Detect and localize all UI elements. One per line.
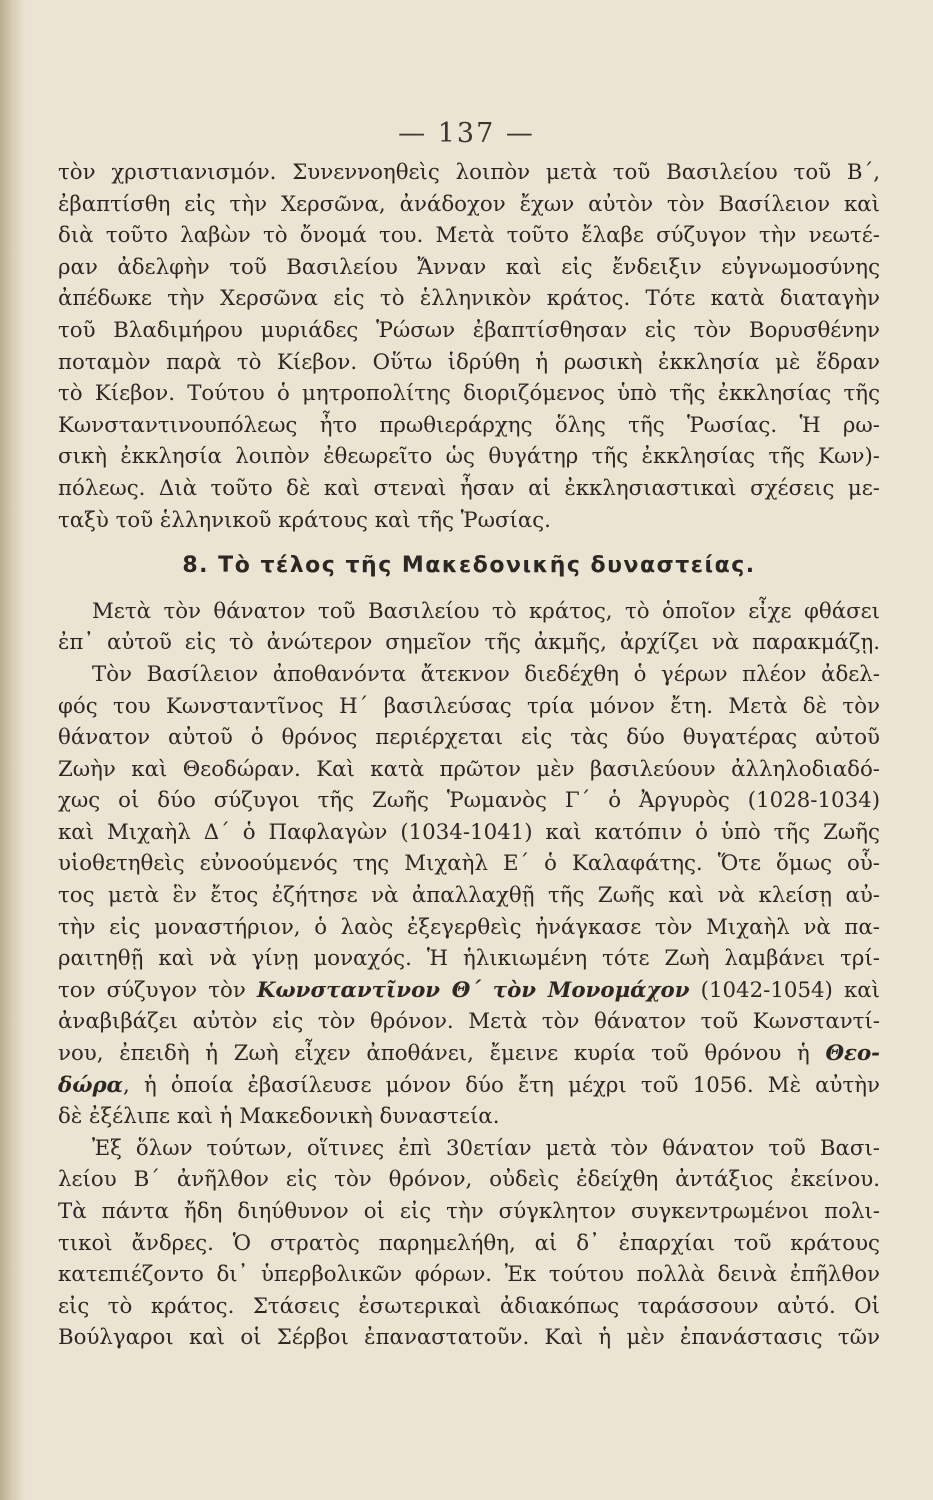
text-line xyxy=(58,1070,880,1102)
text-line: ἐπ᾿ αὐτοῦ εἰς τὸ ἀνώτερον σημεῖον τῆς ἀκμῆς, ἀρχίζει νὰ παρακμάζῃ. xyxy=(58,630,880,656)
text-run: τον σύζυγον τὸν xyxy=(58,977,257,1003)
section-heading: 8. Τὸ τέλος τῆς Μακεδονικῆς δυναστείας. xyxy=(182,553,756,579)
page-binding-edge xyxy=(0,0,26,1500)
text-line: λείου Β΄ ἀνῆλθον εἰς τὸν θρόνον, οὐδεὶς ἐδείχθη ἀντάξιος ἐκείνου. xyxy=(58,1167,880,1193)
text-line: ἐβαπτίσθη εἰς τὴν Χερσῶνα, ἀνάδοχον ἔχων αὐτὸν τὸν Βασίλειον καὶ xyxy=(58,191,880,217)
text-line: Μετὰ τὸν θάνατον τοῦ Βασιλείου τὸ κράτος, τὸ ὁποῖον εἶχε φθάσει xyxy=(92,598,880,624)
text-line: ἀπέδωκε τὴν Χερσῶνα εἰς τὸ ἑλληνικὸν κράτος. Τότε κατὰ διαταγὴν xyxy=(58,286,880,312)
emphasized-name: Κωνσταντῖνον Θ΄ τὸν Μονομάχον xyxy=(256,977,690,1003)
text-line: Τὰ πάντα ἤδη διηύθυνον οἱ εἰς τὴν σύγκλητον συγκεντρωμένοι πολι- xyxy=(58,1199,880,1224)
emphasized-name: δώρα xyxy=(58,1072,124,1098)
text-line: τὸ Κίεβον. Τούτου ὁ μητροπολίτης διοριζόμενος ὑπὸ τῆς ἐκκλησίας τῆς xyxy=(58,381,880,407)
text-line: τὴν εἰς μοναστήριον, ὁ λαὸς ἐξεγερθεὶς ἠνάγκασε τὸν Μιχαὴλ νὰ πα- xyxy=(58,914,880,940)
text-line: εἰς τὸ κράτος. Στάσεις ἐσωτερικαὶ ἀδιακόπως ταράσσουν αὐτό. Οἱ xyxy=(58,1293,880,1319)
text-line: καὶ Μιχαὴλ Δ΄ ὁ Παφλαγὼν (1034-1041) καὶ κατόπιν ὁ ὑπὸ τῆς Ζωῆς xyxy=(58,819,880,845)
text-run: νου, ἐπειδὴ ἡ Ζωὴ εἶχεν ἀποθάνει, ἔμεινε κυρία τοῦ θρόνου ἡ xyxy=(58,1041,826,1067)
text-line: ἀναβιβάζει αὐτὸν εἰς τὸν θρόνον. Μετὰ τὸν θάνατον τοῦ Κωνσταντί- xyxy=(58,1009,880,1035)
text-line: τοῦ Βλαδιμήρου μυριάδες Ῥώσων ἐβαπτίσθησαν εἰς τὸν Βορυσθένην xyxy=(58,317,880,343)
text-line: Κωνσταντινουπόλεως ἦτο πρωθιεράρχης ὅλης τῆς Ῥωσίας. Ἡ ρω- xyxy=(58,412,880,438)
text-line: ταξὺ τοῦ ἑλληνικοῦ κράτους καὶ τῆς Ῥωσίας. xyxy=(58,507,551,533)
text-line: τὸν χριστιανισμόν. Συνεννοηθεὶς λοιπὸν μετὰ τοῦ Βασιλείου τοῦ Β΄, xyxy=(58,160,880,185)
text-line: φός του Κωνσταντῖνος Η΄ βασιλεύσας τρία μόνον ἔτη. Μετὰ δὲ τὸν xyxy=(58,693,880,719)
text-line: ραιτηθῇ καὶ νὰ γίνῃ μοναχός. Ἡ ἡλικιωμένη τότε Ζωὴ λαμβάνει τρί- xyxy=(58,946,880,972)
text-line: Βούλγαροι καὶ οἱ Σέρβοι ἐπαναστατοῦν. Καὶ ἡ μὲν ἐπανάστασις τῶν xyxy=(58,1325,880,1351)
text-line: Τὸν Βασίλειον ἀποθανόντα ἄτεκνον διεδέχθη ὁ γέρων πλέον ἀδελ- xyxy=(92,661,880,687)
text-line: ραν ἀδελφὴν τοῦ Βασιλείου Ἄνναν καὶ εἰς ἔνδειξιν εὐγνωμοσύνης xyxy=(58,254,880,280)
text-line: διὰ τοῦτο λαβὼν τὸ ὄνομά του. Μετὰ τοῦτο ἔλαβε σύζυγον τὴν νεωτέ- xyxy=(58,223,880,249)
text-line: ποταμὸν παρὰ τὸ Κίεβον. Οὕτω ἱδρύθη ἡ ρωσικὴ ἐκκλησία μὲ ἕδραν xyxy=(58,349,880,375)
text-line: τικοὶ ἄνδρες. Ὁ στρατὸς παρημελήθη, αἱ δ᾿ ἐπαρχίαι τοῦ κράτους xyxy=(58,1230,880,1256)
text-line: χως οἱ δύο σύζυγοι τῆς Ζωῆς Ῥωμανὸς Γ΄ ὁ Ἀργυρὸς (1028-1034) xyxy=(58,788,880,814)
text-run: (1042-1054) καὶ xyxy=(689,977,880,1003)
text-line: Ἐξ ὅλων τούτων, οἵτινες ἐπὶ 30ετίαν μετὰ τὸν θάνατον τοῦ Βασι- xyxy=(92,1135,880,1161)
text-line: υἱοθετηθεὶς εὐνοούμενός της Μιχαὴλ Ε΄ ὁ Καλαφάτης. Ὅτε ὅμως οὗ- xyxy=(58,851,880,877)
body-text xyxy=(58,157,880,1354)
text-line: δὲ ἐξέλιπε καὶ ἡ Μακεδονικὴ δυναστεία. xyxy=(58,1104,500,1130)
text-line: τος μετὰ ἓν ἔτος ἐζήτησε νὰ ἀπαλλαχθῇ τῆς Ζωῆς καὶ νὰ κλείσῃ αὐ- xyxy=(58,883,880,909)
text-line: κατεπιέζοντο δι᾿ ὑπερβολικῶν φόρων. Ἐκ τούτου πολλὰ δεινὰ ἐπῆλθον xyxy=(58,1262,880,1288)
text-line: πόλεως. Διὰ τοῦτο δὲ καὶ στεναὶ ἦσαν αἱ ἐκκλησιαστικαὶ σχέσεις με- xyxy=(58,475,880,501)
page-number: — 137 — xyxy=(398,118,535,149)
text-run: , ἡ ὁποία ἐβασίλευσε μόνον δύο ἔτη μέχρι τοῦ 1056. Μὲ αὐτὴν xyxy=(123,1072,880,1098)
emphasized-name: Θεο- xyxy=(825,1041,880,1067)
text-line xyxy=(58,975,880,1007)
text-line xyxy=(58,1038,880,1070)
text-line: Ζωὴν καὶ Θεοδώραν. Καὶ κατὰ πρῶτον μὲν βασιλεύουν ἀλληλοδιαδό- xyxy=(58,756,880,782)
text-line: σικὴ ἐκκλησία λοιπὸν ἐθεωρεῖτο ὡς θυγάτηρ τῆς ἐκκλησίας τῆς Κων)- xyxy=(58,444,880,470)
text-line: θάνατον αὐτοῦ ὁ θρόνος περιέρχεται εἰς τὰς δύο θυγατέρας αὐτοῦ xyxy=(58,725,880,751)
